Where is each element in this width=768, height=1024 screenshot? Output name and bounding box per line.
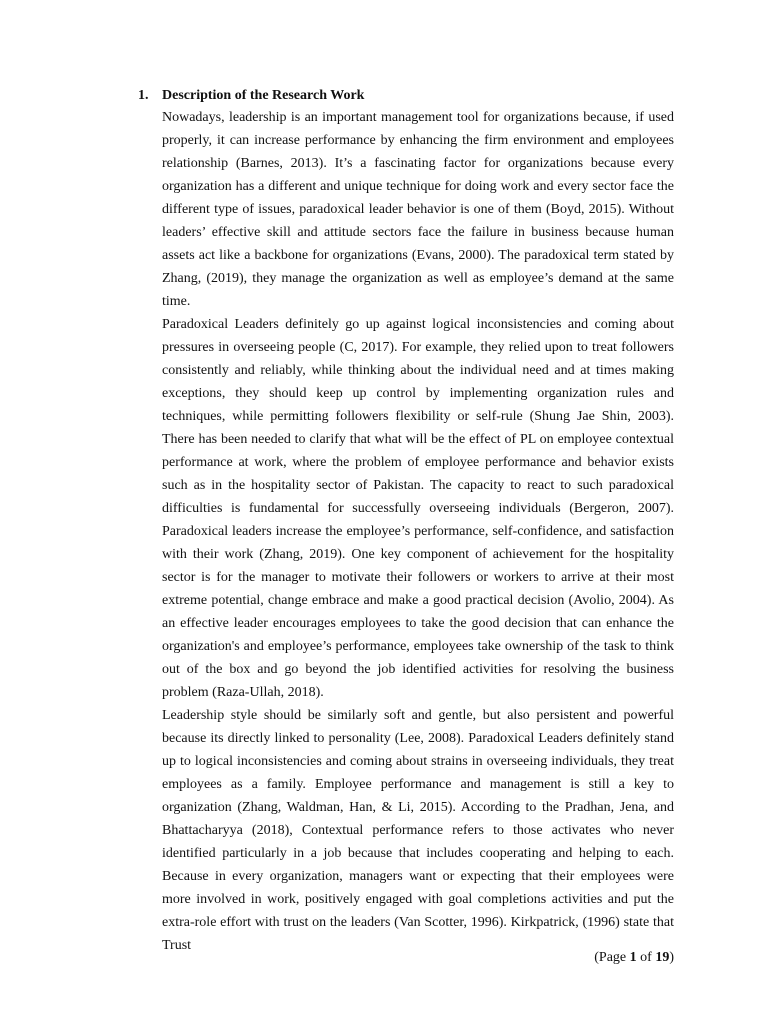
section-heading (138, 86, 364, 106)
paragraph-1: Nowadays, leadership is an important management tool for organizations because, if used properly, it can increase performance by enhancing the firm environment and employees relationship (Barnes, 2013). It’s a fascinating factor for organizations because every organization has a different and unique technique for doing work and every sector face the different type of issues, paradoxical leader behavior is one of them (Boyd, 2015). Without leaders’ effective skill and attitude sectors face the failure in business because human assets act like a backbone for organizations (Evans, 2000). The paradoxical term stated by Zhang, (2019), they manage the organization as well as employee’s demand at the same time. (162, 110, 674, 309)
footer-open: (Page (594, 950, 630, 965)
page-number-footer (594, 948, 674, 968)
paragraph-2: Paradoxical Leaders definitely go up against logical inconsistencies and coming about pressures in overseeing people (C, 2017). For example, they relied upon to treat followers consistently and reliably, while thinking about the individual need and at times making exceptions, they should keep up control by implementing organization rules and techniques, while permitting followers flexibility or self-rule (Shung Jae Shin, 2003). There has been needed to clarify that what will be the effect of PL on employee contextual performance at work, where the problem of employee performance and behavior exists such as in the hospitality sector of Pakistan. The capacity to react to such paradoxical difficulties is fundamental for successfully overseeing individuals (Bergeron, 2007). Paradoxical leaders increase the employee’s performance, self-confidence, and satisfaction with their work (Zhang, 2019). One key component of achievement for the hospitality sector is for the manager to motivate their followers or workers to arrive at their most extreme potential, change embrace and make a good practical decision (Avolio, 2004). As an effective leader encourages employees to take the good decision that can enhance the organization's and employee’s performance, employees take ownership of the task to think out of the box and go beyond the job identified activities for resolving the business problem (Raza-Ullah, 2018). (162, 317, 674, 700)
body-text (162, 106, 674, 957)
footer-page-number: 1 (629, 950, 637, 965)
footer-total-pages: 19 (655, 950, 670, 965)
paragraph-3: Leadership style should be similarly soft and gentle, but also persistent and powerful because its directly linked to personality (Lee, 2008). Paradoxical Leaders definitely stand up to logical inconsistencies and coming about strains in overseeing individuals, they treat employees as a family. Employee performance and management is still a key to organization (Zhang, Waldman, Han, & Li, 2015). According to the Pradhan, Jena, and Bhattacharyya (2018), Contextual performance refers to those activates who never identified particularly in a job because that includes cooperating and helping to each. Because in every organization, managers want or expecting that their employees were more involved in work, positively engaged with goal completions activities and put the extra-role effort with trust on the leaders (Van Scotter, 1996). Kirkpatrick, (1996) state that Trust (162, 708, 674, 953)
section-title: Description of the Research Work (162, 88, 365, 103)
footer-of: of (636, 950, 656, 965)
section-number: 1. (138, 88, 149, 103)
footer-close: ) (669, 950, 674, 965)
